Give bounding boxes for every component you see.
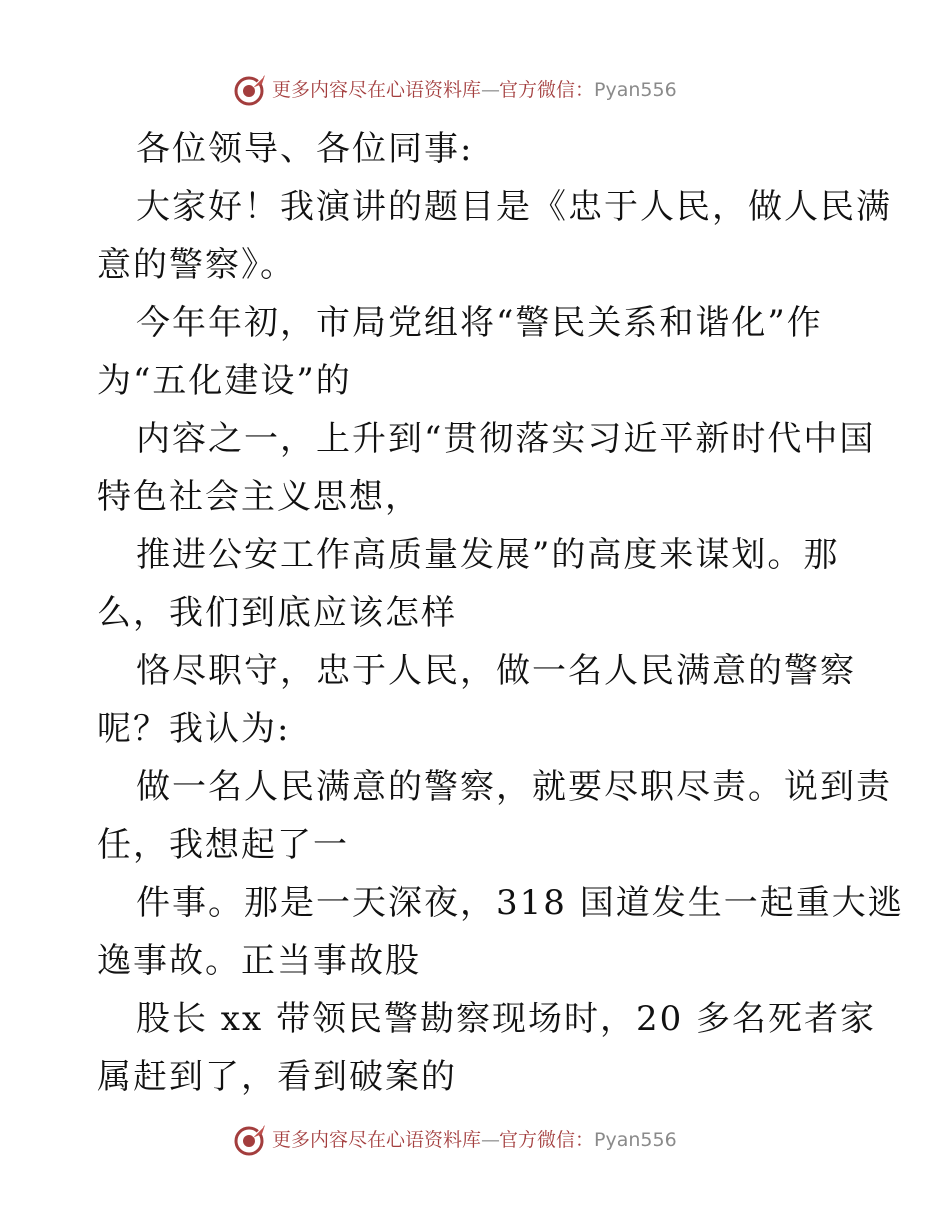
watermark-site: 更多内容尽在心语资料库 [272,79,482,101]
paragraph-line: 推进公安工作高质量发展”的高度来谋划。那 [136,535,840,575]
watermark-text [272,1127,677,1153]
paragraph-line: 呢？我认为: [97,709,291,749]
quill-logo-icon [232,1122,268,1158]
paragraph-line: 做一名人民满意的警察，就要尽职尽责。说到责 [136,767,892,807]
watermark-wechat-label: 官方微信： [499,1129,595,1151]
paragraph-line: 内容之一，上升到“贯彻落实习近平新时代中国 [136,419,876,459]
paragraph-line: 大家好！我演讲的题目是《忠于人民，做人民满 [136,187,892,227]
watermark-dash: — [481,1129,500,1151]
paragraph-line: 任，我想起了一 [97,825,349,865]
paragraph-line: 为“五化建设”的 [97,361,352,401]
paragraph-line: 各位领导、各位同事: [136,129,474,169]
footer-watermark [0,1120,950,1160]
paragraph-line: 件事。那是一天深夜，318 国道发生一起重大逃 [136,883,904,923]
watermark-dash: — [481,79,500,101]
paragraph-line: 么，我们到底应该怎样 [97,593,457,633]
paragraph-line: 今年年初，市局党组将“警民关系和谐化”作 [136,303,823,343]
watermark-wechat-id: Pyan556 [594,1129,677,1151]
watermark-site: 更多内容尽在心语资料库 [272,1129,482,1151]
paragraph-line: 特色社会主义思想， [97,477,421,517]
paragraph-line: 恪尽职守，忠于人民，做一名人民满意的警察 [136,651,856,691]
paragraph-line: 意的警察》。 [97,245,296,285]
watermark-wechat-id: Pyan556 [594,79,677,101]
paragraph-line: 逸事故。正当事故股 [97,941,421,981]
paragraph-line: 股长 xx 带领民警勘察现场时，20 多名死者家 [136,999,877,1039]
watermark-wechat-label: 官方微信： [499,79,595,101]
paragraph-line: 属赶到了，看到破案的 [97,1057,457,1097]
